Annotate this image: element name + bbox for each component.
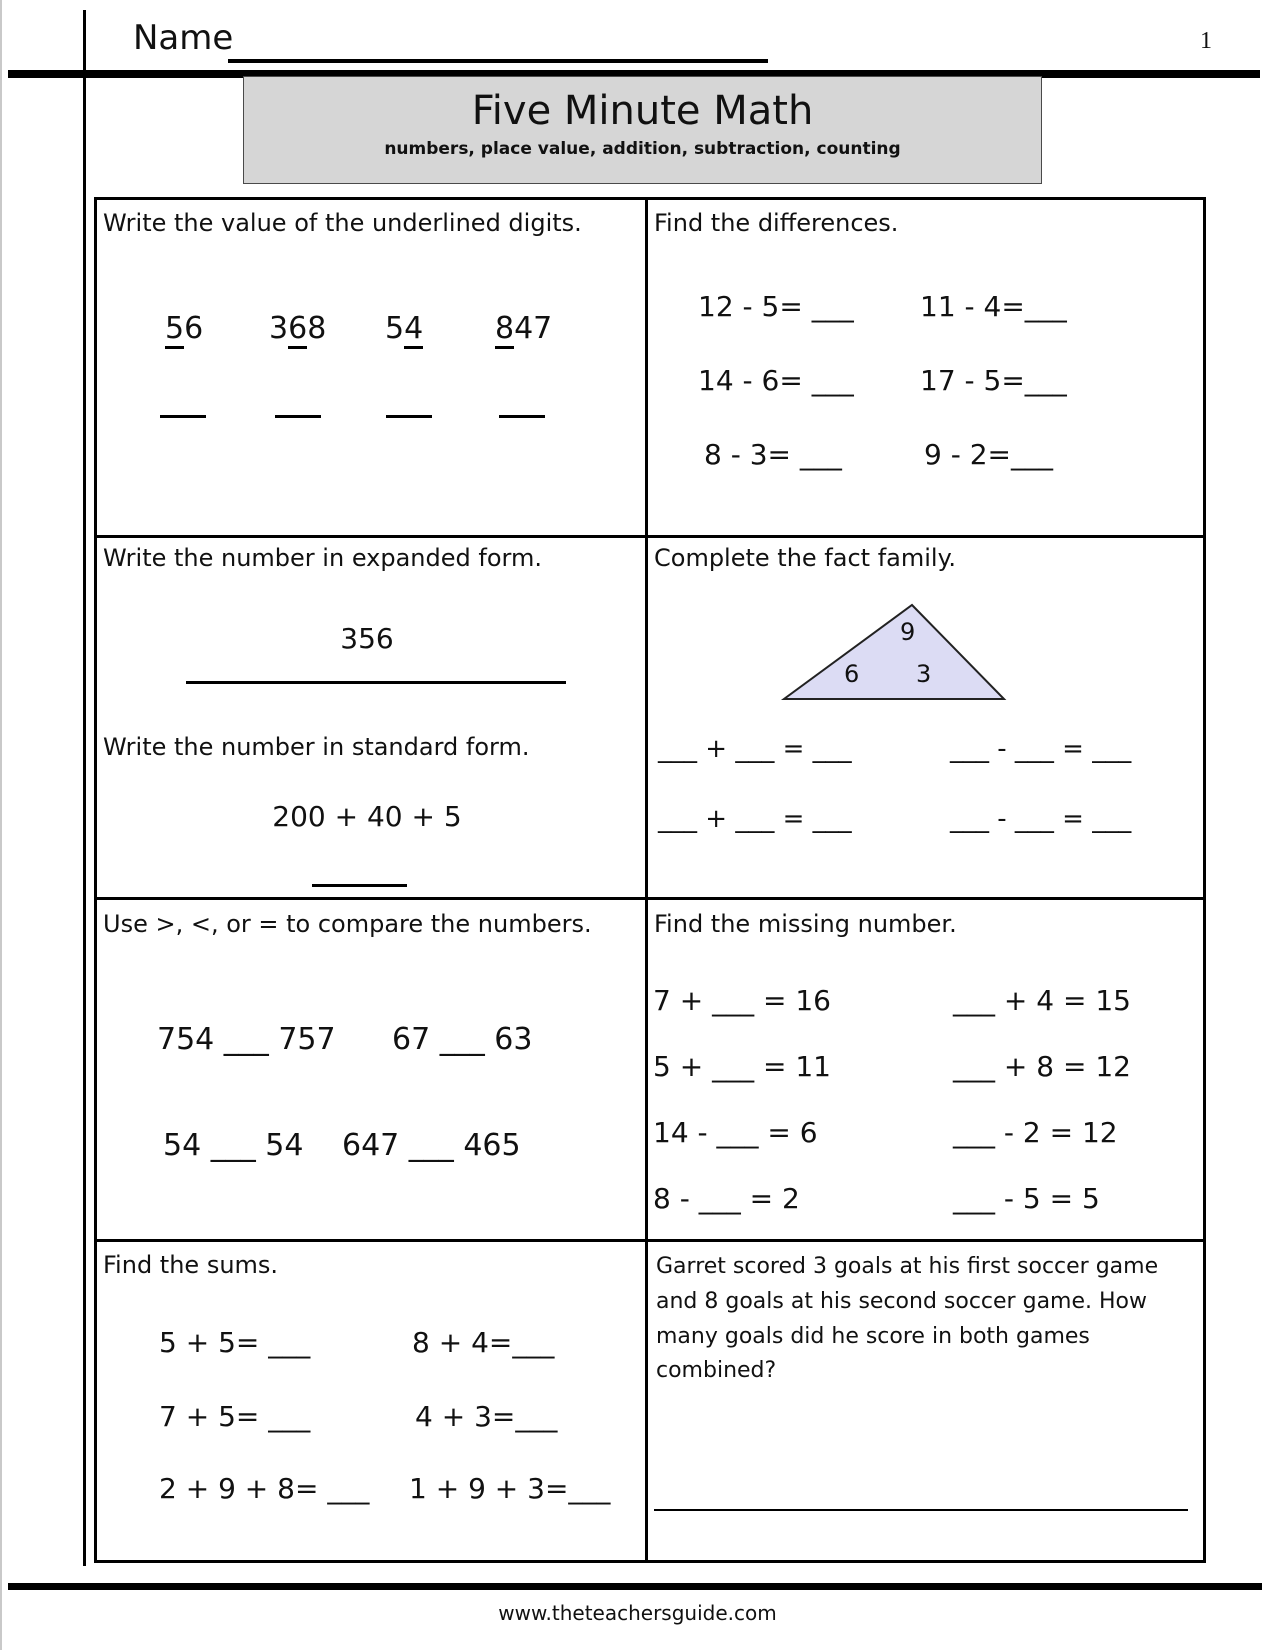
triangle-number-top: 9 [900,618,916,646]
digit-underlined: 6 [288,314,307,349]
digit-plain: 47 [514,311,553,346]
answer-blank [160,414,206,418]
digit-plain: 8 [307,311,327,346]
section-prompt: Find the missing number. [654,910,957,938]
section-prompt: Use >, <, or = to compare the numbers. [103,910,592,938]
margin-rule [83,10,86,1566]
equation: 8 - ___ = 2 [653,1182,800,1215]
section-prompt: Complete the fact family. [654,544,956,572]
equation: ___ - ___ = ___ [950,804,1132,834]
section-prompt: Write the number in standard form. [103,733,530,761]
section-prompt: Write the number in expanded form. [103,544,542,572]
equation: 5 + 5= ___ [159,1326,311,1359]
equation: 11 - 4=___ [920,290,1067,323]
equation: 7 + 5= ___ [159,1400,311,1433]
answer-blank [275,414,321,418]
section-missing-number [648,900,1203,1242]
section-word-problem [648,1242,1203,1560]
digit-plain: 6 [184,311,204,346]
section-prompt: Find the sums. [103,1251,279,1279]
name-label: Name [133,18,234,58]
number-item [495,312,552,349]
answer-blank [312,883,407,887]
section-sums [97,1242,648,1560]
equation: ___ - ___ = ___ [950,734,1132,764]
given-expression: 200 + 40 + 5 [272,800,462,833]
equation: 9 - 2=___ [924,438,1053,471]
equation: 17 - 5=___ [920,364,1067,397]
answer-blank [386,414,432,418]
fact-family-triangle [778,601,1008,703]
equation: 4 + 3=___ [415,1400,558,1433]
digit-underlined: 8 [495,314,514,349]
equation: ___ + 8 = 12 [953,1050,1131,1083]
equation: ___ - 5 = 5 [953,1182,1100,1215]
given-number: 356 [340,622,394,655]
triangle-number-left: 6 [844,660,860,688]
digit-underlined: 4 [404,314,423,349]
equation: 67 ___ 63 [392,1022,533,1057]
equation: 1 + 9 + 3=___ [409,1472,611,1505]
section-compare [97,900,648,1242]
equation: ___ + 4 = 15 [953,984,1131,1017]
equation: 5 + ___ = 11 [653,1050,831,1083]
section-expanded-form [97,538,648,900]
worksheet-grid [94,197,1206,1563]
section-prompt: Find the differences. [654,209,899,237]
number-item [385,312,423,349]
equation: 7 + ___ = 16 [653,984,831,1017]
equation: ___ + ___ = ___ [658,804,852,834]
worksheet-title: Five Minute Math [471,88,814,134]
equation: 8 - 3= ___ [704,438,842,471]
answer-blank [499,414,545,418]
worksheet-header [243,76,1042,184]
number-item [269,312,326,349]
equation: 647 ___ 465 [342,1128,521,1163]
digit-plain: 5 [385,311,405,346]
page-number: 1 [1200,28,1212,54]
footer-rule [8,1583,1262,1590]
equation: 12 - 5= ___ [698,290,854,323]
section-fact-family [648,538,1203,900]
equation: 14 - 6= ___ [698,364,854,397]
footer-url: www.theteachersguide.com [498,1601,777,1625]
digit-underlined: 5 [165,314,184,349]
equation: 754 ___ 757 [157,1022,336,1057]
answer-blank [186,680,566,684]
equation: 54 ___ 54 [163,1128,304,1163]
worksheet-subtitle: numbers, place value, addition, subtraction, counting [384,139,901,159]
equation: ___ + ___ = ___ [658,734,852,764]
equation: 2 + 9 + 8= ___ [159,1472,370,1505]
equation: 8 + 4=___ [412,1326,555,1359]
page-edge-shadow [0,0,2,1650]
word-problem-text: Garret scored 3 goals at his first soccer game and 8 goals at his second soccer game. How many goals did he score in both games combined? [656,1254,1159,1384]
section-underlined-digits [97,200,648,538]
answer-blank [654,1508,1188,1511]
number-item [165,312,203,349]
triangle-number-right: 3 [916,660,932,688]
digit-plain: 3 [269,311,289,346]
equation: 14 - ___ = 6 [653,1116,818,1149]
equation: ___ - 2 = 12 [953,1116,1118,1149]
name-blank-line [228,59,768,63]
section-prompt: Write the value of the underlined digits. [103,209,582,237]
section-differences [648,200,1203,538]
